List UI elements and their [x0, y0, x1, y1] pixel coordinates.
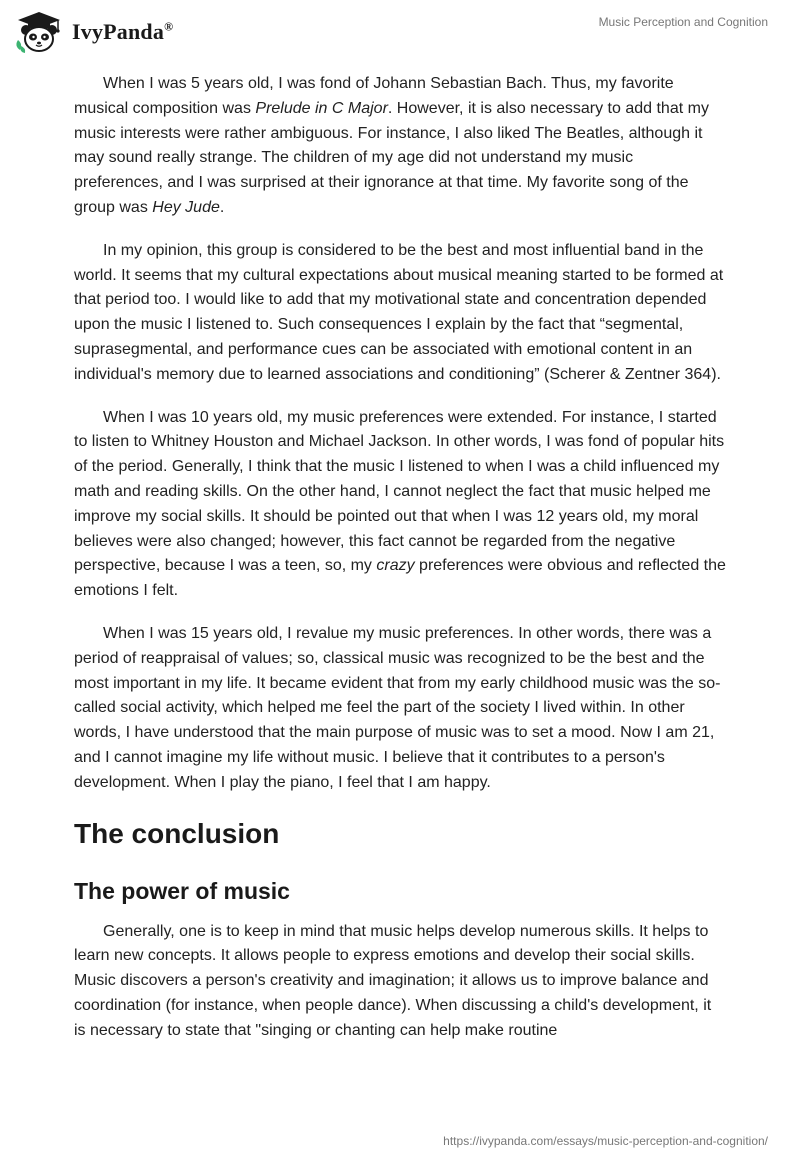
- section-heading-conclusion: The conclusion: [74, 817, 280, 849]
- subsection-heading-power-of-music: The power of music: [74, 877, 290, 904]
- panda-graduation-cap-icon: [14, 10, 64, 54]
- paragraph-3: When I was 10 years old, my music preferences were extended. For instance, I started to listen to Whitney Houston and Michael Jackson. In other words, I was fond of popular hits of the period. Generally, I think that the music I listened to when I was a child influenced my math and reading skills. On the other hand, I cannot neglect the fact that music helped me improve my social skills. It should be pointed out that when I was 12 years old, my moral believes were also changed; however, this fact cannot be regarded from the negative perspective, because I was a teen, so, my crazy preferences were obvious and reflected the emotions I felt.: [74, 408, 726, 600]
- source-url[interactable]: https://ivypanda.com/essays/music-perception-and-cognition/: [443, 1134, 768, 1148]
- brand-name: IvyPanda®: [72, 19, 174, 44]
- paragraph-5: Generally, one is to keep in mind that music helps develop numerous skills. It helps to learn new concepts. It allows people to express emotions and develop their social skills. Music discovers a person's creativity and imagination; it allows us to improve balance and coordination (for instance, when people dance). When discussing a child's development, it is necessary to state that "singing or chanting can help make routine: [74, 922, 712, 1039]
- paragraph-4: When I was 15 years old, I revalue my music preferences. In other words, there was a period of reappraisal of values; so, classical music was recognized to be the best and the most important in my life. It became evident that from my early childhood music was the so-called social activity, which helped me feel the part of the society I lived within. In other words, I have understood that the main purpose of music was to set a mood. Now I am 21, and I cannot imagine my life without music. I believe that it contributes to a person's development. When I play the piano, I feel that I am happy.: [74, 624, 721, 791]
- registered-mark: ®: [164, 19, 174, 34]
- running-title: Music Perception and Cognition: [598, 15, 768, 29]
- essay-body: [74, 72, 726, 1062]
- ivypanda-logo[interactable]: [14, 10, 173, 54]
- emphasis-hey-jude: Hey Jude: [152, 198, 220, 216]
- emphasis-prelude: Prelude in C Major: [255, 99, 388, 117]
- paragraph-2: In my opinion, this group is considered to be the best and most influential band in the world. It seems that my cultural expectations about musical meaning started to be formed at that period too. I would like to add that my motivational state and concentration depended upon the music I listened to. Such consequences I explain by the fact that “segmental, suprasegmental, and performance cues can be associated with emotional content in an individual's memory due to learned associations and conditioning” (Scherer & Zentner 364).: [74, 241, 724, 383]
- paragraph-1: When I was 5 years old, I was fond of Johann Sebastian Bach. Thus, my favorite musical composition was Prelude in C Major. However, it is also necessary to add that my music interests were rather ambiguous. For instance, I also liked The Beatles, although it may sound really strange. The children of my age did not understand my music preferences, and I was surprised at their ignorance at that time. My favorite song of the group was Hey Jude.: [74, 75, 709, 216]
- page-header: [0, 0, 800, 60]
- emphasis-crazy: crazy: [376, 557, 415, 575]
